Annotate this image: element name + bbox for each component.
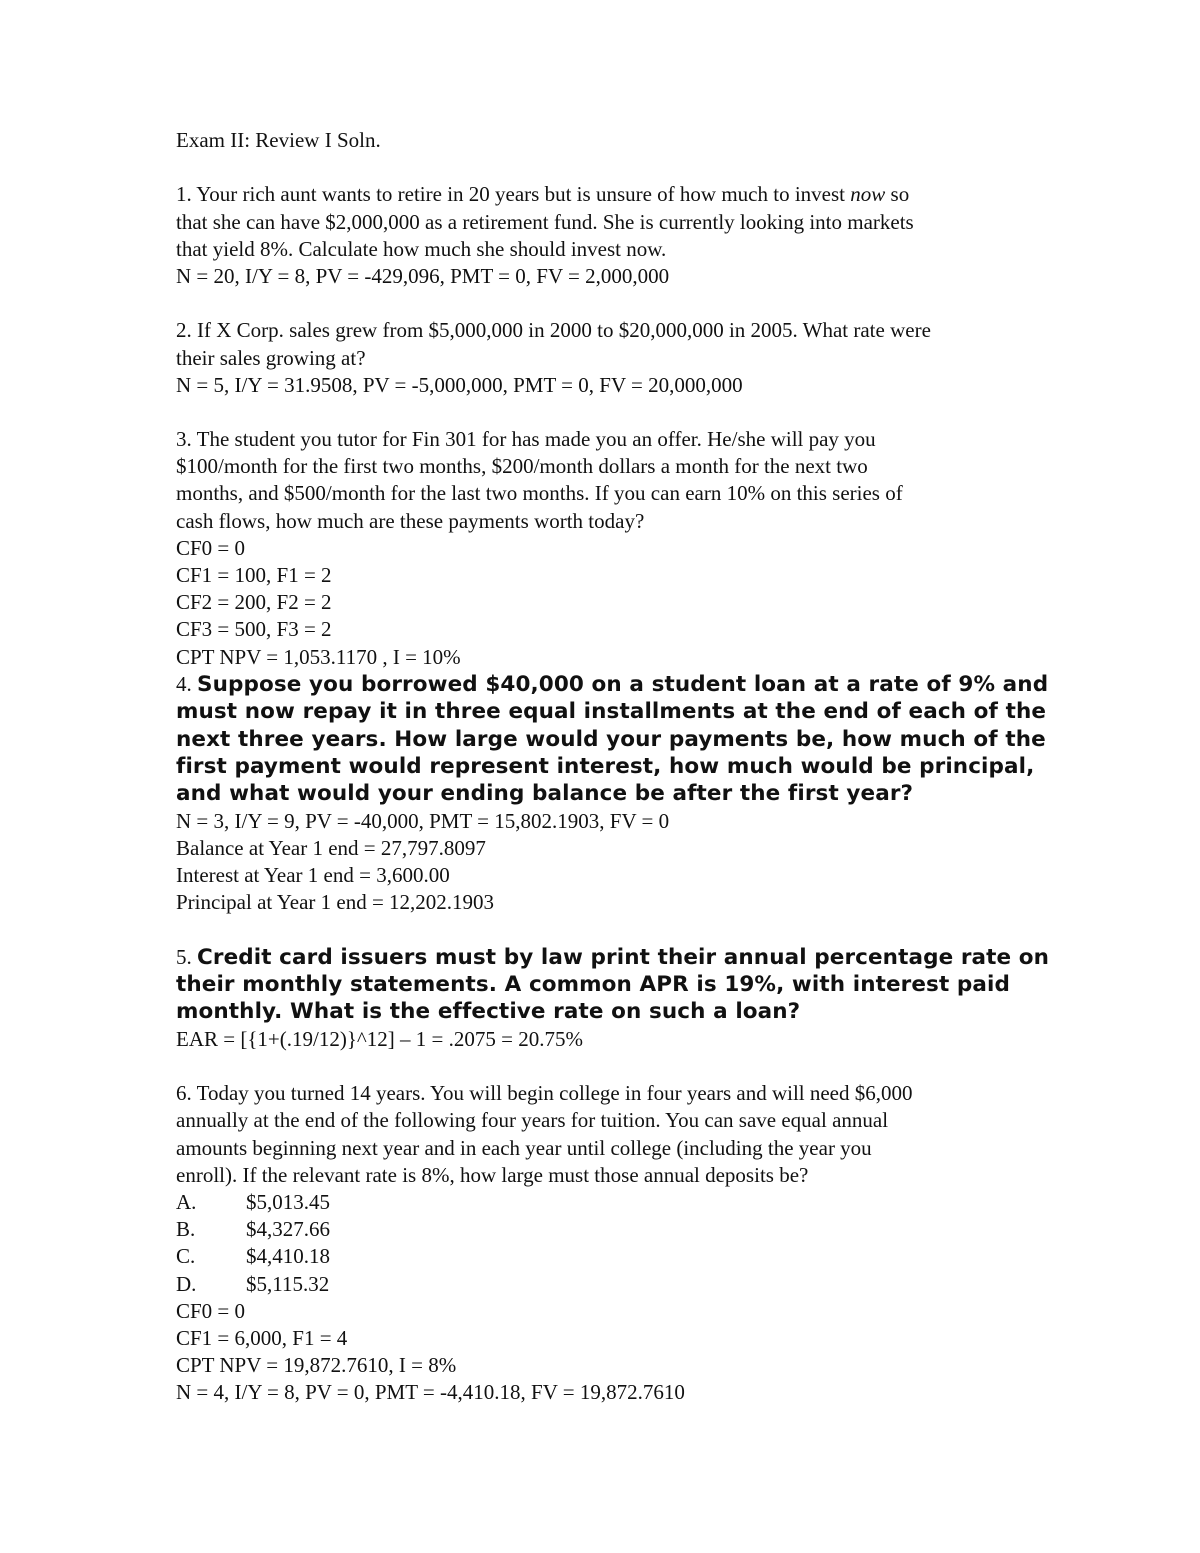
spacer bbox=[176, 399, 1056, 426]
q1-line-3: that yield 8%. Calculate how much she should invest now. bbox=[176, 236, 667, 261]
q2-line-1: 2. If X Corp. sales grew from $5,000,000 in 2000 to $20,000,000 in 2005. What rate were bbox=[176, 318, 931, 343]
option-letter: C. bbox=[176, 1244, 196, 1269]
q2-line-2: their sales growing at? bbox=[176, 345, 366, 370]
spacer bbox=[176, 290, 1056, 317]
q5-line-1: Credit card issuers must by law print their annual percentage rate on bbox=[197, 944, 1050, 970]
q3-answer-1: CF0 = 0 bbox=[176, 535, 246, 560]
q4-line-1: Suppose you borrowed $40,000 on a student loan at a rate of 9% and bbox=[197, 671, 1049, 697]
q1-line-1: 1. Your rich aunt wants to retire in 20 years but is unsure of how much to invest bbox=[176, 182, 851, 207]
spacer bbox=[176, 1053, 1056, 1080]
q3-line-4: cash flows, how much are these payments worth today? bbox=[176, 508, 645, 533]
q3-line-1: 3. The student you tutor for Fin 301 for has made you an offer. He/she will pay you bbox=[176, 427, 876, 452]
q1-answer: N = 20, I/Y = 8, PV = -429,096, PMT = 0, FV = 2,000,000 bbox=[176, 263, 670, 288]
q6-option-d bbox=[176, 1271, 1056, 1298]
q4-number: 4. bbox=[176, 671, 197, 696]
q6-answer-4: N = 4, I/Y = 8, PV = 0, PMT = -4,410.18, FV = 19,872.7610 bbox=[176, 1380, 685, 1405]
q6-line-1: 6. Today you turned 14 years. You will begin college in four years and will need $6,000 bbox=[176, 1081, 913, 1106]
q6-line-3: amounts beginning next year and in each year until college (including the year you bbox=[176, 1135, 872, 1160]
q4-line-5: and what would your ending balance be after the first year? bbox=[176, 781, 914, 807]
q6-option-c bbox=[176, 1243, 1056, 1270]
option-letter: B. bbox=[176, 1217, 196, 1242]
q4-heading-line-1 bbox=[176, 671, 1056, 698]
option-letter: D. bbox=[176, 1271, 197, 1296]
q3-answer-4: CF3 = 500, F3 = 2 bbox=[176, 617, 332, 642]
q4-line-4: first payment would represent interest, how much would be principal, bbox=[176, 753, 1035, 779]
q6-answer-3: CPT NPV = 19,872.7610, I = 8% bbox=[176, 1353, 457, 1378]
spacer bbox=[176, 916, 1056, 943]
q4-answer-1: N = 3, I/Y = 9, PV = -40,000, PMT = 15,802.1903, FV = 0 bbox=[176, 808, 670, 833]
document-title: Exam II: Review I Soln. bbox=[176, 128, 381, 152]
q6-option-b bbox=[176, 1216, 1056, 1243]
q1-emphasis: now bbox=[850, 182, 886, 207]
q3-answer-5: CPT NPV = 1,053.1170 , I = 10% bbox=[176, 644, 461, 669]
q5-heading-line-1 bbox=[176, 944, 1056, 971]
q6-option-a bbox=[176, 1189, 1056, 1216]
q4-line-2: must now repay it in three equal installments at the end of each of the bbox=[176, 699, 1047, 725]
option-value: $4,410.18 bbox=[246, 1244, 330, 1269]
q5-answer: EAR = [{1+(.19/12)}^12] – 1 = .2075 = 20.75% bbox=[176, 1026, 583, 1051]
q1-line-2: that she can have $2,000,000 as a retirement fund. She is currently looking into markets bbox=[176, 209, 914, 234]
q4-answer-4: Principal at Year 1 end = 12,202.1903 bbox=[176, 890, 495, 915]
q4-answer-3: Interest at Year 1 end = 3,600.00 bbox=[176, 863, 450, 888]
q6-answer-2: CF1 = 6,000, F1 = 4 bbox=[176, 1325, 348, 1350]
q3-answer-2: CF1 = 100, F1 = 2 bbox=[176, 563, 332, 587]
option-value: $5,013.45 bbox=[246, 1189, 330, 1214]
document-body bbox=[176, 127, 1056, 1406]
q3-line-3: months, and $500/month for the last two months. If you can earn 10% on this series of bbox=[176, 481, 903, 506]
option-value: $5,115.32 bbox=[246, 1271, 330, 1296]
q3-line-2: $100/month for the first two months, $200/month dollars a month for the next two bbox=[176, 454, 868, 479]
q3-answer-3: CF2 = 200, F2 = 2 bbox=[176, 590, 332, 615]
q1-line-1-tail: so bbox=[885, 182, 910, 207]
q6-line-4: enroll). If the relevant rate is 8%, how large must those annual deposits be? bbox=[176, 1162, 809, 1187]
q4-answer-2: Balance at Year 1 end = 27,797.8097 bbox=[176, 835, 486, 860]
option-letter: A. bbox=[176, 1189, 197, 1214]
spacer bbox=[176, 154, 1056, 181]
q5-line-3: monthly. What is the effective rate on such a loan? bbox=[176, 999, 801, 1025]
q6-line-2: annually at the end of the following four years for tuition. You can save equal annual bbox=[176, 1108, 889, 1133]
q2-answer: N = 5, I/Y = 31.9508, PV = -5,000,000, PMT = 0, FV = 20,000,000 bbox=[176, 372, 743, 397]
q5-number: 5. bbox=[176, 944, 197, 969]
q5-line-2: their monthly statements. A common APR is 19%, with interest paid bbox=[176, 972, 1010, 998]
q4-line-3: next three years. How large would your payments be, how much of the bbox=[176, 726, 1046, 752]
q6-answer-1: CF0 = 0 bbox=[176, 1298, 246, 1323]
q1-text-line-1 bbox=[176, 181, 1056, 208]
option-value: $4,327.66 bbox=[246, 1217, 330, 1242]
